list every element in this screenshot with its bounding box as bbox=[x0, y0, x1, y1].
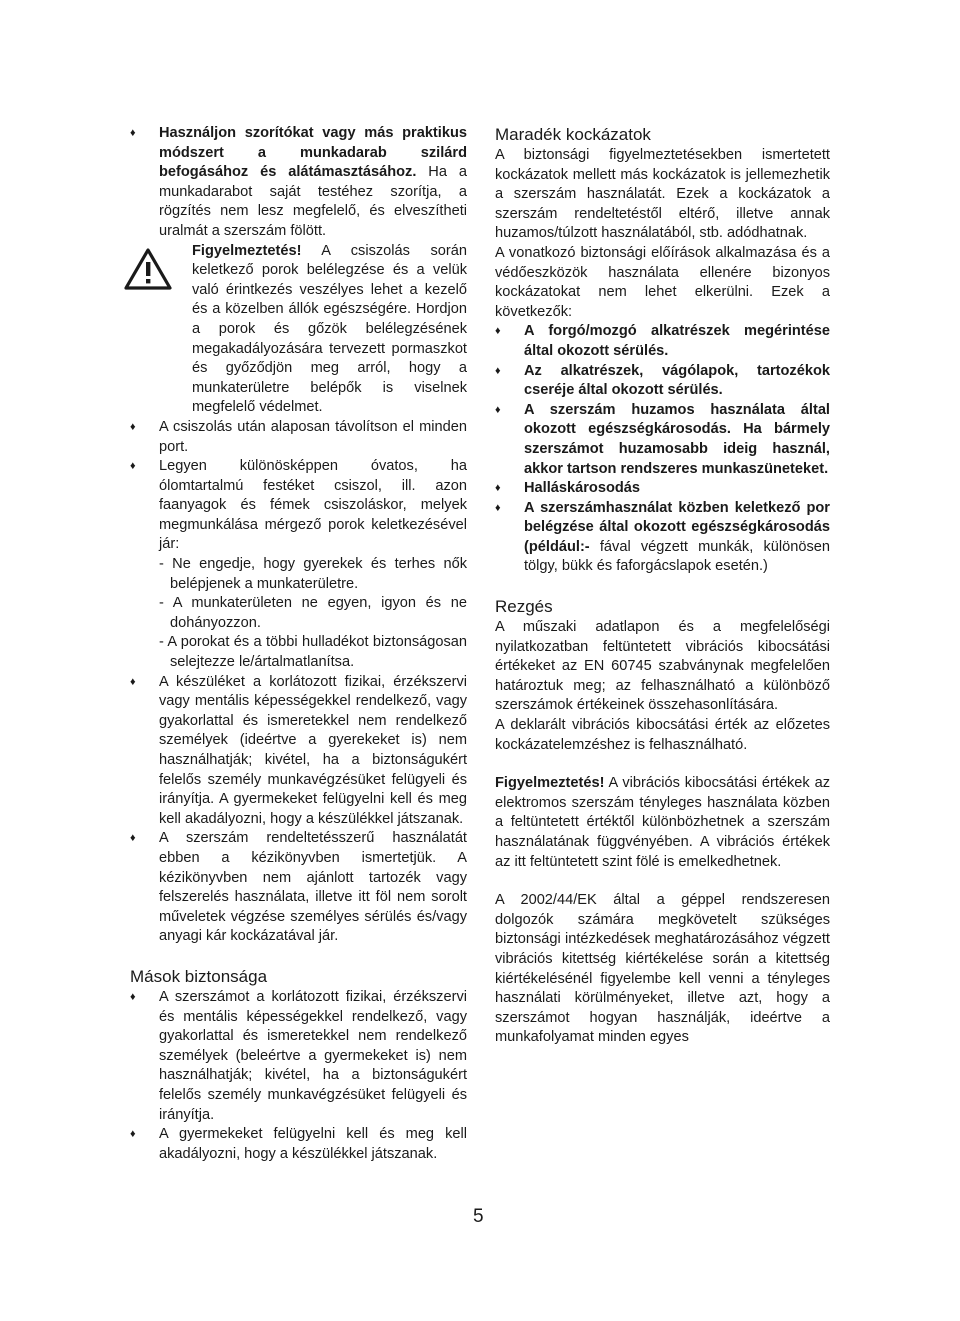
section-heading-vibration: Rezgés bbox=[495, 597, 553, 617]
warning-block bbox=[130, 242, 467, 418]
list-item bbox=[495, 499, 830, 577]
diamond-bullet-icon: ♦ bbox=[495, 364, 501, 377]
list-item bbox=[495, 479, 830, 499]
bullet-bold-text: Használjon szorítókat vagy más praktikus módszert a munkadarab szilárd befogásához és alátámasztásához. bbox=[159, 125, 467, 181]
warning-label: Figyelmeztetés! bbox=[495, 775, 605, 792]
bullet-text: A csiszolás után alaposan távolítson el minden port. bbox=[159, 418, 467, 455]
warning-paragraph bbox=[495, 774, 830, 872]
diamond-bullet-icon: ♦ bbox=[130, 127, 136, 139]
bullet-text: A készüléket a korlátozott fizikai, érzékszervi vagy mentális képességekkel rendelkező, vagy gyakorlattal és ismeretekkel nem rendelkező személyek (ideértve a gyerekeket is) nem használhatják; kivétel, ha a biztonságukért felelős személy munkavégzésüket felügyeli és irányítja. A gyermekeket felügyelni kell és meg kell akadályozni, hogy a készülékkel játszanak. bbox=[159, 673, 467, 827]
list-item bbox=[495, 362, 830, 401]
list-item bbox=[130, 124, 467, 242]
bullet-text: Az alkatrészek, vágólapok, tartozékok cseréje által okozott sérülés. bbox=[524, 362, 830, 399]
list-item bbox=[495, 401, 830, 479]
bullet-text: A forgó/mozgó alkatrészek megérintése által okozott sérülés. bbox=[524, 323, 830, 359]
bullet-text: Halláskárosodás bbox=[524, 480, 641, 497]
paragraph: A biztonsági figyelmeztetésekben ismertetett kockázatok mellett más kockázatok is jellemezhetik a szerszám használatát. Ezek a kockázatok a szerszám rendeltetéstől eltérő, illetve annak huzamos/túlzott használatából, stb. adódhatnak. bbox=[495, 147, 830, 242]
dash-item: - A porokat és a többi hulladékot biztonságosan selejtezze le/ártalmatlanítsa. bbox=[159, 634, 467, 671]
right-column bbox=[495, 124, 830, 1048]
section-heading-others-safety: Mások biztonsága bbox=[130, 966, 268, 986]
bullet-text: A szerszámot a korlátozott fizikai, érzékszervi és mentális képességekkel rendelkező, vagy gyakorlattal és ismeretekkel nem rendelkező személyek (beleértve a gyermekeket is) nem használhatják; kivétel, ha a biztonságukért felelős személy munkavégzésüket felügyeli és irányítja. bbox=[159, 988, 467, 1123]
list-item bbox=[130, 988, 467, 1125]
list-item bbox=[130, 457, 467, 555]
diamond-bullet-icon: ♦ bbox=[495, 403, 501, 416]
bullet-bold-text: A szerszámhasználat közben keletkező por belégzése által okozott egészségkárosodás (például:- bbox=[524, 499, 830, 555]
diamond-bullet-icon: ♦ bbox=[495, 482, 501, 495]
diamond-bullet-icon: ♦ bbox=[130, 420, 136, 433]
left-column bbox=[130, 124, 467, 1164]
section-heading-residual-risks: Maradék kockázatok bbox=[495, 125, 651, 144]
bullet-text: A szerszám huzamos használata által okozott egészségkárosodás. Ha bármely szerszámot huzamosabb ideig használ, akkor tartson rendszeres munkaszüneteket. bbox=[524, 401, 830, 477]
diamond-bullet-icon: ♦ bbox=[130, 1128, 136, 1141]
warning-label: Figyelmeztetés! bbox=[192, 242, 302, 259]
warning-text: A vibrációs kibocsátási értékek az elektromos szerszám tényleges használata közben a feltüntetett értéktől különbözhetnek a szerszám használatának függvényében. A vibrációs értékek az itt feltüntetett szint fölé is emelkedhetnek. bbox=[495, 775, 830, 870]
list-item bbox=[130, 673, 467, 830]
diamond-bullet-icon: ♦ bbox=[130, 675, 136, 688]
dash-item: - A munkaterületen ne egyen, igyon és ne dohányozzon. bbox=[159, 595, 467, 631]
diamond-bullet-icon: ♦ bbox=[130, 832, 136, 845]
list-item bbox=[130, 829, 467, 947]
warning-text: A csiszolás során keletkező porok belélegzése és a velük való érintkezés veszélyes lehet a kezelő és a közelben állók egészségére. Hordjon a porok és gőzök belélegzésének megakadályozására tervezett pormaszkot és győződjön meg arról, hogy a munkaterületre belépők is viselnek megfelelő védelmet. bbox=[192, 242, 467, 416]
bullet-text: A szerszám rendeltetésszerű használatát ebben a kézikönyvben ismertetjük. A kézikönyvben nem ajánlott tartozék vagy felszerelés használata, illetve itt föl nem sorolt műveletek végzése személyes sérülés és/vagy anyagi kár kockázatával jár. bbox=[159, 830, 467, 945]
bullet-text: Ha a munkadarabot saját testéhez szorítja, a rögzítés nem lesz megfelelő, és elveszítheti uralmát a szerszám fölött. bbox=[159, 164, 467, 239]
bullet-text: fával végzett munkák, különösen tölgy, bükk és faforgácslapok esetén.) bbox=[524, 538, 830, 575]
diamond-bullet-icon: ♦ bbox=[130, 460, 136, 473]
paragraph: A műszaki adatlapon és a megfelelőségi nyilatkozatban feltüntetett vibrációs kibocsátási értékeket az EN 60745 szabványnak megfelelően határoztuk meg; az felhasználható a különböző szerszámok értékeinek összehasonlítására. bbox=[495, 619, 830, 714]
list-item bbox=[130, 418, 467, 457]
bullet-text: Legyen különösképpen óvatos, ha ólomtartalmú festéket csiszol, ill. azon faanyagok és fémek csiszoláskor, melyek megmunkálása mérgező porok keletkezésével jár: bbox=[159, 458, 467, 553]
warning-triangle-icon bbox=[124, 248, 172, 290]
paragraph: A vonatkozó biztonsági előírások alkalmazása és a védőeszközök használata ellenére bizonyos kockázatokat nem lehet elkerülni. Ezek a következők: bbox=[495, 244, 830, 320]
page-number: 5 bbox=[473, 1206, 484, 1227]
diamond-bullet-icon: ♦ bbox=[495, 501, 501, 514]
diamond-bullet-icon: ♦ bbox=[495, 325, 501, 338]
paragraph: A 2002/44/EK által a géppel rendszeresen dolgozók számára megkövetelt szükséges biztonsági intézkedések meghatározásához végzett vibrációs kitettség kiértékelése során a kitettség kiértékelésénél figyelembe kell venni a tényleges használati körülményeket, illetve azt, hogy a szerszámot hogyan használják, ideértve a munkafolyamat minden egyes bbox=[495, 892, 830, 1046]
list-item bbox=[130, 1125, 467, 1164]
bullet-text: A gyermekeket felügyelni kell és meg kell akadályozni, hogy a készülékkel játszanak. bbox=[159, 1126, 467, 1162]
diamond-bullet-icon: ♦ bbox=[130, 990, 136, 1003]
dash-item: - Ne engedje, hogy gyerekek és terhes nők belépjenek a munkaterületre. bbox=[159, 556, 467, 592]
list-item bbox=[495, 322, 830, 361]
paragraph: A deklarált vibrációs kibocsátási érték az előzetes kockázatelemzéshez is felhasználható. bbox=[495, 717, 830, 753]
